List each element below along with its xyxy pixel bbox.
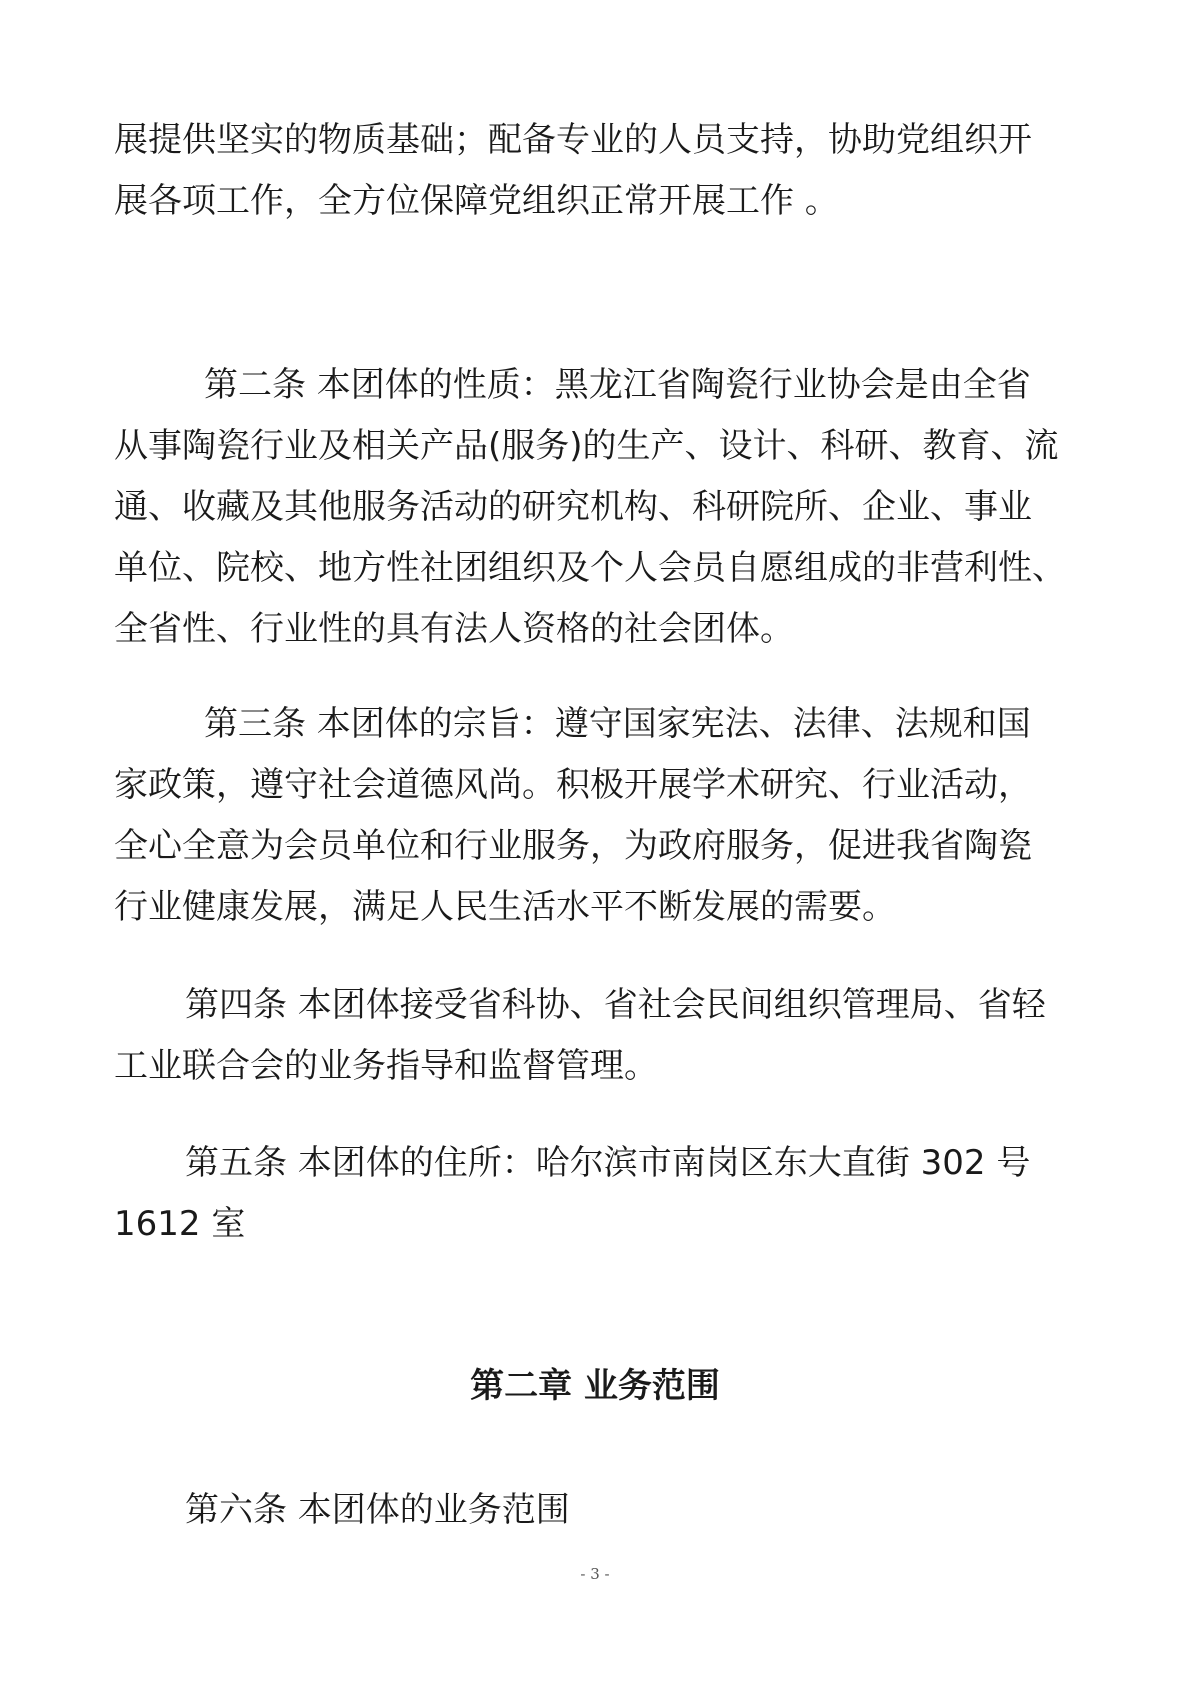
text-line: 家政策，遵守社会道德风尚。积极开展学术研究、行业活动， bbox=[114, 765, 1032, 805]
article-6 bbox=[114, 1480, 1094, 1541]
page-number: - 3 - bbox=[580, 1565, 610, 1583]
text-line: 从事陶瓷行业及相关产品(服务)的生产、设计、科研、教育、流 bbox=[114, 426, 1059, 466]
text-line: 第二条 本团体的性质：黑龙江省陶瓷行业协会是由全省 bbox=[204, 365, 1031, 405]
paragraph-continuation bbox=[114, 110, 1094, 232]
text-line: 第六条 本团体的业务范围 bbox=[185, 1490, 570, 1530]
text-line: 1612 室 bbox=[114, 1204, 246, 1244]
article-5 bbox=[114, 1133, 1094, 1255]
text-line: 全省性、行业性的具有法人资格的社会团体。 bbox=[114, 609, 794, 649]
text-line: 展提供坚实的物质基础；配备专业的人员支持，协助党组织开 bbox=[114, 120, 1032, 160]
text-line: 单位、院校、地方性社团组织及个人会员自愿组成的非营利性、 bbox=[114, 548, 1066, 588]
text-line: 展各项工作，全方位保障党组织正常开展工作 。 bbox=[114, 181, 839, 221]
article-3 bbox=[114, 694, 1094, 938]
text-line: 行业健康发展，满足人民生活水平不断发展的需要。 bbox=[114, 887, 896, 927]
text-line: 第五条 本团体的住所：哈尔滨市南岗区东大直街 302 号 bbox=[185, 1143, 1031, 1183]
article-2 bbox=[114, 355, 1094, 660]
article-4 bbox=[114, 975, 1094, 1097]
text-line: 第三条 本团体的宗旨：遵守国家宪法、法律、法规和国 bbox=[204, 704, 1031, 744]
text-line: 工业联合会的业务指导和监督管理。 bbox=[114, 1046, 658, 1086]
text-line: 第四条 本团体接受省科协、省社会民间组织管理局、省轻 bbox=[185, 985, 1046, 1025]
text-line: 全心全意为会员单位和行业服务，为政府服务，促进我省陶瓷 bbox=[114, 826, 1032, 866]
text-line: 通、收藏及其他服务活动的研究机构、科研院所、企业、事业 bbox=[114, 487, 1032, 527]
chapter-heading: 第二章 业务范围 bbox=[470, 1366, 720, 1406]
